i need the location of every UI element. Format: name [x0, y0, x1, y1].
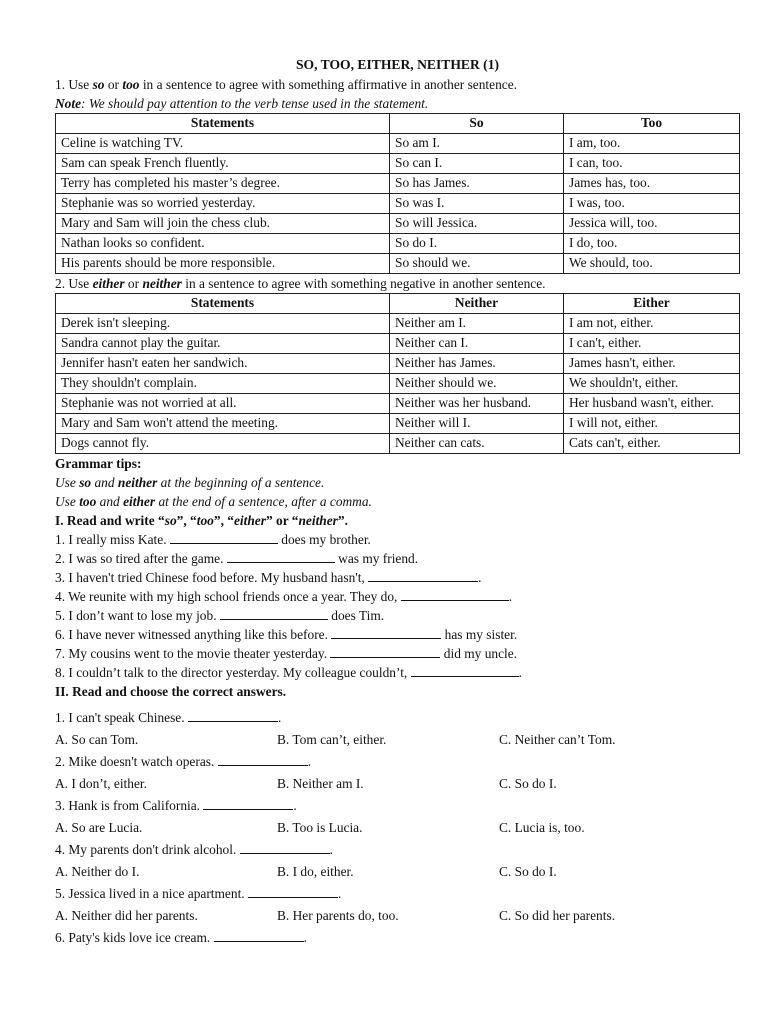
keyword-either: either	[233, 513, 266, 528]
item-text: 5. I don’t want to lose my job.	[55, 608, 220, 623]
grammar-tips-heading: Grammar tips:	[55, 456, 142, 471]
answer-blank[interactable]	[240, 840, 330, 854]
table-cell: Neither can cats.	[390, 434, 564, 454]
table-row	[56, 214, 740, 234]
answer-blank[interactable]	[330, 644, 440, 658]
option-b[interactable]: B. Neither am I.	[277, 776, 364, 791]
table-row	[56, 394, 740, 414]
item-text: did my uncle.	[440, 646, 518, 661]
table-cell: So will Jessica.	[390, 214, 564, 234]
table-cell: So should we.	[390, 254, 564, 274]
table-cell: Stephanie was so worried yesterday.	[56, 194, 390, 214]
exercise2-question	[55, 795, 740, 817]
table-cell: Neither was her husband.	[390, 394, 564, 414]
option-b[interactable]: B. I do, either.	[277, 864, 354, 879]
exercise1-item	[55, 663, 740, 682]
table-cell: We should, too.	[564, 254, 740, 274]
keyword-too: too	[79, 494, 97, 509]
question-text: .	[307, 754, 312, 769]
answer-options	[55, 905, 740, 927]
answer-blank[interactable]	[331, 625, 441, 639]
item-text: does Tim.	[327, 608, 385, 623]
option-b[interactable]: B. Her parents do, too.	[277, 908, 399, 923]
exercise2-question	[55, 839, 740, 861]
note-label: Note	[55, 96, 82, 111]
keyword-neither: neither	[117, 475, 158, 490]
table-row	[56, 234, 740, 254]
item-text: .	[508, 589, 513, 604]
item-text: does my brother.	[277, 532, 371, 547]
keyword-either: either	[92, 276, 125, 291]
table-cell: Celine is watching TV.	[56, 134, 390, 154]
table-cell: So am I.	[390, 134, 564, 154]
keyword-either: either	[123, 494, 156, 509]
intro-text: in a sentence to agree with something negative in another sentence.	[181, 276, 546, 291]
table-cell: Neither has James.	[390, 354, 564, 374]
option-c[interactable]: C. So did her parents.	[499, 908, 616, 923]
keyword-too: too	[196, 513, 214, 528]
neither-either-table	[55, 293, 740, 454]
exercise1-item	[55, 625, 740, 644]
keyword-neither: neither	[298, 513, 338, 528]
table-cell: Jennifer hasn't eaten her sandwich.	[56, 354, 390, 374]
column-header: Too	[564, 114, 740, 134]
column-header: Either	[564, 294, 740, 314]
grammar-tip-line	[55, 473, 740, 492]
table-cell: Mary and Sam won't attend the meeting.	[56, 414, 390, 434]
exercise2-heading: II. Read and choose the correct answers.	[55, 684, 287, 699]
exercise1-item	[55, 644, 740, 663]
tip-text: Use	[55, 494, 80, 509]
table-cell: I am, too.	[564, 134, 740, 154]
table-header-row	[56, 294, 740, 314]
intro-text: or	[124, 276, 143, 291]
intro-text: or	[104, 77, 123, 92]
exercise2-question	[55, 707, 740, 729]
intro-text: 2. Use	[55, 276, 93, 291]
note-line	[55, 94, 740, 113]
column-header: Statements	[56, 114, 390, 134]
item-text: 3. I haven't tried Chinese food before. My husband hasn't,	[55, 570, 369, 585]
keyword-neither: neither	[142, 276, 182, 291]
table-cell: Neither am I.	[390, 314, 564, 334]
table-cell: So has James.	[390, 174, 564, 194]
item-text: 4. We reunite with my high school friends once a year. They do,	[55, 589, 401, 604]
question-text: 3. Hank is from California.	[55, 798, 204, 813]
table-cell: So do I.	[390, 234, 564, 254]
question-text: 4. My parents don't drink alcohol.	[55, 842, 240, 857]
exercise1-item	[55, 606, 740, 625]
tip-text: and	[91, 475, 118, 490]
column-header: So	[390, 114, 564, 134]
exercise1-item	[55, 587, 740, 606]
table-cell: Neither will I.	[390, 414, 564, 434]
item-text: 7. My cousins went to the movie theater yesterday.	[55, 646, 331, 661]
table-row	[56, 414, 740, 434]
table-cell: So was I.	[390, 194, 564, 214]
question-text: 2. Mike doesn't watch operas.	[55, 754, 218, 769]
option-c[interactable]: C. Neither can’t Tom.	[499, 732, 616, 747]
table-row	[56, 314, 740, 334]
question-text: 6. Paty's kids love ice cream.	[55, 930, 214, 945]
question-text: .	[277, 710, 282, 725]
keyword-so: so	[79, 475, 92, 490]
item-text: 8. I couldn’t talk to the director yesterday. My colleague couldn’t,	[55, 665, 411, 680]
heading-text: ”, “	[213, 513, 234, 528]
exercise1-item	[55, 549, 740, 568]
exercise1-heading	[55, 511, 740, 530]
item-text: 6. I have never witnessed anything like this before.	[55, 627, 332, 642]
heading-text: ” or “	[265, 513, 299, 528]
item-text: 2. I was so tired after the game.	[55, 551, 227, 566]
table-cell: I can, too.	[564, 154, 740, 174]
exercise2-question	[55, 883, 740, 905]
exercise1-item	[55, 530, 740, 549]
heading-text: ”, “	[176, 513, 197, 528]
table-cell: Sandra cannot play the guitar.	[56, 334, 390, 354]
table-cell: Stephanie was not worried at all.	[56, 394, 390, 414]
table-cell: They shouldn't complain.	[56, 374, 390, 394]
grammar-tip-line	[55, 492, 740, 511]
exercise2-question	[55, 751, 740, 773]
option-c[interactable]: C. Lucia is, too.	[499, 820, 585, 835]
table-cell: I do, too.	[564, 234, 740, 254]
table-cell: So can I.	[390, 154, 564, 174]
table-cell: James has, too.	[564, 174, 740, 194]
table-row	[56, 374, 740, 394]
table-cell: I will not, either.	[564, 414, 740, 434]
table-row	[56, 334, 740, 354]
table-cell: I am not, either.	[564, 314, 740, 334]
answer-blank[interactable]	[248, 884, 338, 898]
answer-options	[55, 773, 740, 795]
table-cell: I can't, either.	[564, 334, 740, 354]
option-a[interactable]: A. So can Tom.	[55, 732, 139, 747]
so-too-table	[55, 113, 740, 274]
table-row	[56, 174, 740, 194]
answer-blank[interactable]	[401, 587, 509, 601]
page-title: SO, TOO, EITHER, NEITHER (1)	[295, 57, 500, 72]
option-c[interactable]: C. So do I.	[499, 864, 557, 879]
table-cell: Neither can I.	[390, 334, 564, 354]
tip-text: Use	[55, 475, 80, 490]
question-text: 1. I can't speak Chinese.	[55, 710, 188, 725]
tip-text: and	[96, 494, 124, 509]
part2-intro	[55, 274, 740, 293]
question-text: .	[303, 930, 307, 945]
answer-blank[interactable]	[188, 708, 278, 722]
table-cell: Terry has completed his master’s degree.	[56, 174, 390, 194]
column-header: Statements	[56, 294, 390, 314]
table-row	[56, 134, 740, 154]
table-cell: Mary and Sam will join the chess club.	[56, 214, 390, 234]
option-a[interactable]: A. So are Lucia.	[55, 820, 143, 835]
item-text: has my sister.	[441, 627, 518, 642]
answer-blank[interactable]	[214, 928, 304, 942]
answer-blank[interactable]	[170, 530, 278, 544]
option-b[interactable]: B. Too is Lucia.	[277, 820, 363, 835]
option-b[interactable]: B. Tom can’t, either.	[277, 732, 387, 747]
table-cell: Dogs cannot fly.	[56, 434, 390, 454]
question-text: .	[293, 798, 297, 813]
intro-text: 1. Use	[55, 77, 93, 92]
keyword-so: so	[92, 77, 105, 92]
table-row	[56, 354, 740, 374]
answer-blank[interactable]	[220, 606, 328, 620]
note-text: : We should pay attention to the verb tense used in the statement.	[81, 96, 429, 111]
table-header-row	[56, 114, 740, 134]
answer-blank[interactable]	[203, 796, 293, 810]
question-text: .	[329, 842, 334, 857]
answer-blank[interactable]	[218, 752, 308, 766]
answer-options	[55, 729, 740, 751]
table-row	[56, 254, 740, 274]
table-row	[56, 434, 740, 454]
item-text: was my friend.	[334, 551, 419, 566]
table-row	[56, 194, 740, 214]
table-cell: Derek isn't sleeping.	[56, 314, 390, 334]
option-a[interactable]: A. I don’t, either.	[55, 776, 147, 791]
heading-text: ”.	[337, 513, 348, 528]
item-text: .	[478, 570, 482, 585]
table-cell: Cats can't, either.	[564, 434, 740, 454]
answer-options	[55, 861, 740, 883]
keyword-so: so	[164, 513, 177, 528]
answer-options	[55, 817, 740, 839]
question-text: .	[337, 886, 342, 901]
option-c[interactable]: C. So do I.	[499, 776, 557, 791]
option-a[interactable]: A. Neither did her parents.	[55, 908, 198, 923]
answer-blank[interactable]	[411, 663, 519, 677]
item-text: 1. I really miss Kate.	[55, 532, 170, 547]
table-cell: Sam can speak French fluently.	[56, 154, 390, 174]
table-cell: James hasn't, either.	[564, 354, 740, 374]
table-cell: Nathan looks so confident.	[56, 234, 390, 254]
answer-blank[interactable]	[227, 549, 335, 563]
keyword-too: too	[122, 77, 140, 92]
table-cell: Neither should we.	[390, 374, 564, 394]
answer-blank[interactable]	[368, 568, 478, 582]
item-text: .	[518, 665, 522, 680]
option-a[interactable]: A. Neither do I.	[55, 864, 140, 879]
table-cell: Her husband wasn't, either.	[564, 394, 740, 414]
exercise1-item	[55, 568, 740, 587]
part1-intro	[55, 75, 740, 94]
tip-text: at the end of a sentence, after a comma.	[155, 494, 372, 509]
tip-text: at the beginning of a sentence.	[157, 475, 325, 490]
table-row	[56, 154, 740, 174]
table-cell: We shouldn't, either.	[564, 374, 740, 394]
table-cell: Jessica will, too.	[564, 214, 740, 234]
heading-text: I. Read and write “	[55, 513, 165, 528]
table-cell: His parents should be more responsible.	[56, 254, 390, 274]
question-text: 5. Jessica lived in a nice apartment.	[55, 886, 248, 901]
exercise2-question	[55, 927, 740, 949]
intro-text: in a sentence to agree with something affirmative in another sentence.	[139, 77, 518, 92]
column-header: Neither	[390, 294, 564, 314]
table-cell: I was, too.	[564, 194, 740, 214]
